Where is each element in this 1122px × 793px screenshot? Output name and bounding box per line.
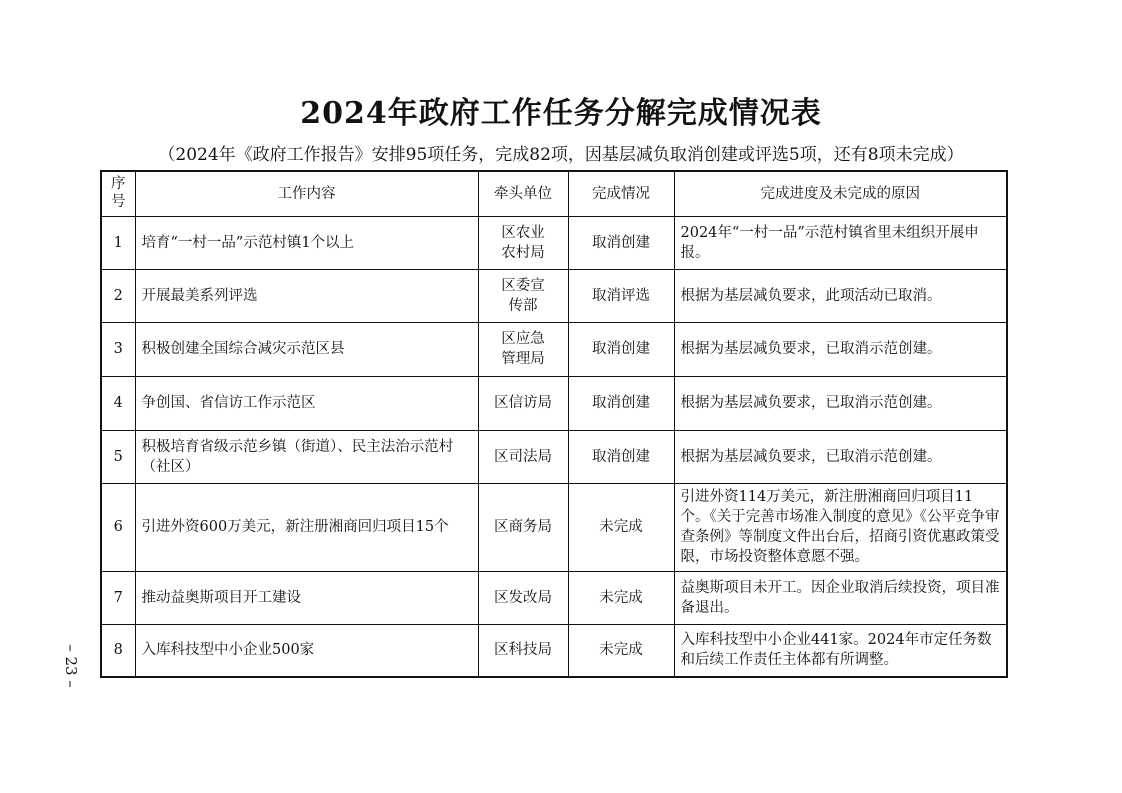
row-task: 入库科技型中小企业500家: [135, 624, 478, 677]
row-status: 取消创建: [568, 216, 674, 269]
row-task: 推动益奥斯项目开工建设: [135, 571, 478, 624]
header-status: 完成情况: [568, 171, 674, 216]
row-task: 培育“一村一品”示范村镇1个以上: [135, 216, 478, 269]
row-task: 引进外资600万美元，新注册湘商回归项目15个: [135, 483, 478, 571]
row-unit: 区发改局: [478, 571, 568, 624]
table-row: [101, 571, 1007, 624]
row-index: 5: [101, 430, 135, 483]
row-status: 取消创建: [568, 322, 674, 376]
row-status: 未完成: [568, 571, 674, 624]
row-index: 1: [101, 216, 135, 269]
row-index: 7: [101, 571, 135, 624]
row-reason: 2024年“一村一品”示范村镇省里未组织开展申报。: [674, 216, 1007, 269]
table-row: [101, 430, 1007, 483]
page-title: 2024年政府工作任务分解完成情况表: [300, 96, 822, 131]
row-index: 6: [101, 483, 135, 571]
row-reason: 益奥斯项目未开工。因企业取消后续投资，项目准备退出。: [674, 571, 1007, 624]
row-unit: 区司法局: [478, 430, 568, 483]
row-status: 未完成: [568, 483, 674, 571]
row-status: 取消创建: [568, 430, 674, 483]
row-task: 争创国、省信访工作示范区: [135, 376, 478, 430]
row-index: 4: [101, 376, 135, 430]
table-row: [101, 624, 1007, 677]
row-unit: 区科技局: [478, 624, 568, 677]
task-table: [100, 170, 1008, 678]
row-reason: 根据为基层减负要求，此项活动已取消。: [674, 269, 1007, 322]
header-index: 序号: [101, 171, 135, 216]
row-task: 积极培育省级示范乡镇（街道）、民主法治示范村（社区）: [135, 430, 478, 483]
table-row: [101, 216, 1007, 269]
row-status: 取消创建: [568, 376, 674, 430]
table-header-row: [101, 171, 1007, 216]
header-unit: 牵头单位: [478, 171, 568, 216]
table-row: [101, 322, 1007, 376]
row-reason: 引进外资114万美元，新注册湘商回归项目11个。《关于完善市场准入制度的意见》《公平竞争审查条例》等制度文件出台后，招商引资优惠政策受限，市场投资整体意愿不强。: [674, 483, 1007, 571]
row-task: 开展最美系列评选: [135, 269, 478, 322]
row-unit: 区委宣传部: [478, 269, 568, 322]
row-unit: 区商务局: [478, 483, 568, 571]
row-reason: 根据为基层减负要求，已取消示范创建。: [674, 430, 1007, 483]
row-unit: 区应急管理局: [478, 322, 568, 376]
page-subtitle: （2024年《政府工作报告》安排95项任务，完成82项，因基层减负取消创建或评选5项，还有8项未完成）: [158, 145, 964, 165]
row-task: 积极创建全国综合减灾示范区县: [135, 322, 478, 376]
row-index: 8: [101, 624, 135, 677]
row-unit: 区农业农村局: [478, 216, 568, 269]
document-page: 2024年政府工作任务分解完成情况表 （2024年《政府工作报告》安排95项任务，完成82项，因基层减负取消创建或评选5项，还有8项未完成） 序号 工作内容 牵头单位 完成情况 完成进度及未完成的原因 1 培育“一村一品”示范村镇1个以上 区农业农村局 取消创建 2024年“一村一品”示范村镇省里未组织开展申报。 2 开展最美系列评选 区委宣传部 取消评选 根据为基层减负要求，此项活动已取消。 3 积极创建全国综合减灾示范区县 区应急管理局 取消创建 根据为基层减负要求，已取消示范创建。 4 争创国、省信访工作示范区 区信访局 取消创建 根据为基层减负要求，已取消示范创建。 5 积极培育省级示范乡镇（街道）、民主法治示范村（社区） 区司法局 取消创建 根据为基层减负要求，已取消示范创建。 6 引进外资600万美元，新注册湘商回归项目15个 区商务局 未完成 引进外资114万美元，新注册湘商回归项目11个。《关于完善市场准入制度的意见》《公平竞争审查条例》等制度文件出台后，招商引资优惠政策受限，市场投资整体意愿不强。 7 推动益奥斯项目开工建设 区发改局 未完成 益奥斯项目未开工。因企业取消后续投资，项目准备退出。 8 入库科技型中小企业500家 区科技局 未完成 入库科技型中小企业441家。2024年市定任务数和后续工作责任主体都有所调整。 – 23 –: [0, 0, 1122, 793]
row-reason: 根据为基层减负要求，已取消示范创建。: [674, 322, 1007, 376]
table-row: [101, 269, 1007, 322]
row-index: 2: [101, 269, 135, 322]
row-status: 取消评选: [568, 269, 674, 322]
row-index: 3: [101, 322, 135, 376]
header-reason: 完成进度及未完成的原因: [674, 171, 1007, 216]
row-unit: 区信访局: [478, 376, 568, 430]
table-row: [101, 483, 1007, 571]
table-row: [101, 376, 1007, 430]
row-reason: 根据为基层减负要求，已取消示范创建。: [674, 376, 1007, 430]
header-task: 工作内容: [135, 171, 478, 216]
row-reason: 入库科技型中小企业441家。2024年市定任务数和后续工作责任主体都有所调整。: [674, 624, 1007, 677]
row-status: 未完成: [568, 624, 674, 677]
